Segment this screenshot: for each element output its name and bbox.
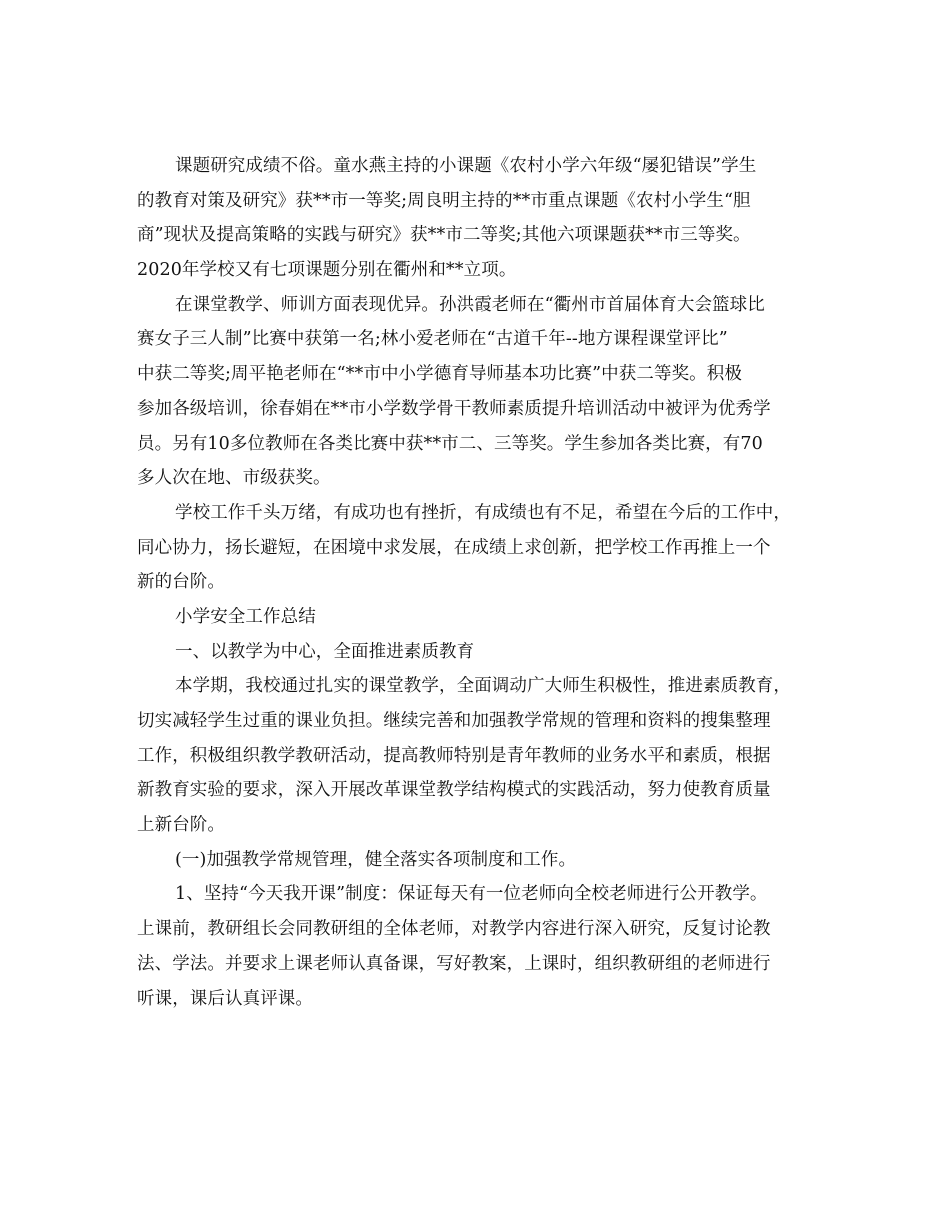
text-line: 小学安全工作总结 (175, 606, 316, 627)
text-line: 新的台阶。 (137, 572, 225, 593)
text-line: 新教育实验的要求，深入开展改革课堂教学结构模式的实践活动，努力使教育质量 (137, 780, 771, 801)
document-body (137, 149, 827, 1016)
text-line: 中获二等奖;周平艳老师在“**市中小学德育导师基本功比赛”中获二等奖。积极 (137, 364, 742, 385)
text-line: 员。另有10多位教师在各类比赛中获**市二、三等奖。学生参加各类比赛，有70 (137, 433, 763, 454)
text-line: (一)加强教学常规管理，健全落实各项制度和工作。 (175, 849, 577, 870)
text-line: 切实减轻学生过重的课业负担。继续完善和加强教学常规的管理和资料的搜集整理 (137, 711, 771, 731)
text-line: 课题研究成绩不俗。童水燕主持的小课题《农村小学六年级“屡犯错误”学生 (175, 156, 757, 176)
text-line: 本学期，我校通过扎实的课堂教学，全面调动广大师生积极性，推进素质教育， (175, 676, 791, 697)
text-line: 1、坚持“今天我开课”制度：保证每天有一位老师向全校老师进行公开教学。 (175, 884, 768, 905)
text-line: 听课，课后认真评课。 (137, 988, 313, 1009)
text-line: 的教育对策及研究》获**市一等奖;周良明主持的**市重点课题《农村小学生“胆 (137, 190, 751, 211)
text-line: 学校工作千头万绪，有成功也有挫折，有成绩也有不足，希望在今后的工作中， (175, 502, 791, 523)
text-line: 多人次在地、市级获奖。 (137, 468, 331, 489)
text-line: 一、以教学为中心，全面推进素质教育 (175, 641, 475, 662)
text-line: 在课堂教学、师训方面表现优异。孙洪霞老师在“衢州市首届体育大会篮球比 (175, 294, 765, 315)
text-line: 2020年学校又有七项课题分别在衢州和**立项。 (137, 260, 517, 281)
text-line: 同心协力，扬长避短，在困境中求发展，在成绩上求创新，把学校工作再推上一个 (137, 537, 771, 558)
text-line: 参加各级培训，徐春娟在**市小学数学骨干教师素质提升培训活动中被评为优秀学 (137, 398, 771, 419)
text-line: 赛女子三人制”比赛中获第一名;林小爱老师在“古道千年--地方课程课堂评比” (137, 329, 728, 350)
text-line: 上课前，教研组长会同教研组的全体老师，对教学内容进行深入研究，反复讨论教 (137, 919, 771, 940)
text-line: 法、学法。并要求上课老师认真备课，写好教案，上课时，组织教研组的老师进行 (137, 953, 771, 974)
text-line: 工作，积极组织教学教研活动，提高教师特别是青年教师的业务水平和素质，根据 (137, 745, 771, 766)
text-line: 商”现状及提高策略的实践与研究》获**市二等奖;其他六项课题获**市三等奖。 (137, 225, 751, 246)
text-line: 上新台阶。 (137, 815, 225, 836)
